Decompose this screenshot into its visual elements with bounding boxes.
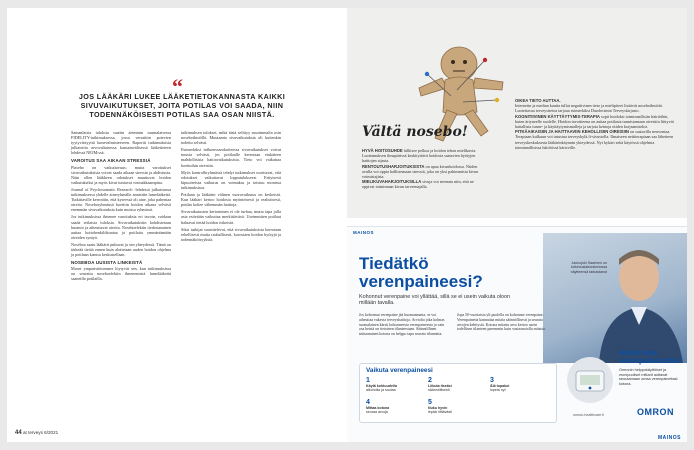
paragraph: Moset ymparistötommer löytyvät sen, kun tutkimuksissa on seurattu noseboefektin ilmenemistä lumelääkettä saaneilla potilailla.: [71, 266, 171, 282]
tip-number: 5: [428, 399, 432, 406]
tip-text: säännöllisesti: [428, 388, 450, 393]
right-page: [347, 8, 687, 442]
tip-item: [428, 377, 484, 393]
subheading: VAROITUS SAA AIKAAN STRESSIÄ: [71, 158, 151, 164]
magazine-issue: at terveys 6/2021: [22, 430, 59, 435]
paragraph: Journal of Psychosomatic Research -lehdessä julkaistussa tutkimuksessa yhdelle aineryhmälle annettiin lumelääkettä. Tutkittaville kerrottiin, että kyseessä oli aine, joka pahentaa oireita. Noseboryhmässä koettiin hoidon aikana selvästi enemmän sivuvaikutuksia kuin muissa ryhmissä.: [71, 186, 171, 213]
man-silhouette-icon: [543, 233, 687, 363]
tip-text: hillitsee pelkoa ja hoidon tehon mielikuvia. Luottamuksen ilmapiirissä keskityttävä hoidosta saatavien hyötyjen haittojen sijasta.: [362, 148, 477, 164]
monitor-icon: [567, 357, 613, 403]
tip-number: 1: [366, 377, 370, 384]
tip-title: Liikuta itseäsi: [428, 384, 452, 388]
tip-label: PITKÄAIKAISIIN JA HAITTAAVIIN KEHOLLISIIN OIREISIIN: [515, 129, 629, 135]
paragraph: Noseboa saatu lääkärit puhuvat ja sen yhteydessä. Tämä on tärkeää tietää ennen kuin aloitetaan uuden hoidon ohjelma ja potilaan kanssa keskustellaan.: [71, 241, 171, 258]
tips-left: [362, 148, 484, 190]
tip-item: [428, 399, 484, 415]
blood-pressure-monitor-image: [567, 357, 613, 403]
tip-text: alkoholia ja suolaa: [366, 388, 396, 393]
left-page: [7, 8, 347, 442]
tip-item: [366, 377, 422, 393]
paragraph: Sivuvaikutusten kertominen ei ole turhaa, mutta tapa jolla asia esitetään vaikuttaa merkittävästi. Useimmiten potilaat haluavat tietää hoidon riskeistä.: [181, 209, 281, 225]
ad-subheadline: Kohonnut verenpaine voi yllättää, sillä se ei usein vaikuta oloon millään tavalla.: [359, 294, 511, 307]
paragraph: tutkimuksen tulokset, mikä tästä selittyy suurimmalta osin noseboilmiöllä. Muutamia sivuvaikutuksia oli kuitenkin todettu selvästi.: [181, 130, 281, 146]
subheading: NOSEBOA UUSISTA LINKEISTÄ: [71, 260, 143, 266]
man-photo: [543, 233, 687, 363]
tip-text: on saatavilla neuvontaa. Terapiaan kulkuun voi tutustua terveyskylä.fi-sivustolla. Ilmaiseen nettiterapiaan saa lähetteen terveyskeskuksesta lääkärinkäynnin yhteydessä. Nyt kykäri sekä käytössä ohjelmia toiminnallisissa häiriöissä kärsiville.: [515, 129, 674, 150]
ad-label: MAINOS: [353, 230, 374, 235]
paragraph: Potilaan ja lääkärin välinen vuorovaikutus on keskeistä. Kun lääkäri kertoo hoidosta myönteisesti ja realistisesti, potilas kokee vähemmän haittoja.: [181, 192, 281, 208]
tip-label: MIELIKUVAHARJOITUKSILLA: [362, 179, 422, 185]
tip-label: RENTOUTUSHARJOITUKSISTA: [362, 163, 425, 169]
tip-item: [490, 377, 546, 393]
tip-text: sopii hoidoksi toiminnallisiin häiriöihin, kuten ärtyneelle suolelle. Hoidon tavoitteena on auttaa potilasta tunnistamaan oireisiin liittyviä haitallisia tunne- ja käyttäytymismalleja ja tarjota keinoja niiden korjaamiseksi.: [515, 113, 674, 130]
advertisement: [347, 226, 687, 442]
tip-label: OIKEA TIETO AUTTAA.: [515, 98, 561, 103]
ad-label-bottom: MAINOS: [658, 435, 681, 441]
tip-text: seuraa arvoja: [366, 410, 388, 415]
tip-number: 3: [490, 377, 494, 384]
tip-title: Käytä kohtuudella: [366, 384, 397, 388]
headline-line-2: verenpaineesi?: [359, 272, 483, 291]
tip-title: Mittaa kotona: [366, 406, 390, 410]
page-number: 44: [15, 430, 22, 436]
paragraph: Siksi tutkijat suosittelevat, että sivuvaikutuksista kerrotaan rehellisesti mutta rauhallisesti, korostaen hoidon hyötyjä ja todennäköisyyksiä.: [181, 226, 281, 242]
headline-line-1: Tiedätkö: [359, 254, 429, 273]
tip-label: HYVÄ HOITOSUHDE: [362, 148, 403, 153]
pull-quote: JOS LÄÄKÄRI LUKEE LÄÄKETIETOKANNASTA KAIKKI SIVUVAIKUTUKSET, JOITA POTILAS VOI SAADA, NIIN TODENNÄKÖISESTI POTILAS SAA OSAN NIISTÄ.: [78, 92, 286, 120]
tip-number: 4: [366, 399, 370, 406]
ad-column-1: Jos kohonnut verenpaine jää huomaamatta, se voi aiheuttaa vakavia terveyshaittoja. Arviolta joka kolmas suomalainen kärsii kohonneesta verenpaineesta ja vain osa heistä on tietoinen tilanteestaan. Säännöllinen mittaaminen kotona on helppo tapa seurata tilannetta.: [359, 313, 445, 337]
paragraph: Esimerkiksi influenssarokotteessa sivuvaikutukset voivat nousta selvästi, jos potilaalle kerrotaan etukäteen mahdollisista haittavaikutuksista. Tieto voi vaikuttaa koettuihin oireisiin.: [181, 147, 281, 168]
cta-text: Omronin helppokäyttöiset ja monipuoliset mittarit auttavat seuraamaan omaa verenpainettasi kotona.: [619, 368, 678, 386]
paragraph: Plasebo on vaikuttavuus; mutta varoitukset sivuvaikutuksista voivat saada aikaan stressin ja ahdistusta. Näin ollen lääkkeen odotukset muuttuvat hoidon vaikutuksiksi ja myös kivut tuntuvat voimakkaampina.: [71, 164, 171, 185]
tip-title: Nuku hyvin: [428, 406, 448, 410]
tip-item: [366, 399, 422, 415]
article-column-1: [71, 130, 171, 284]
tip-text: sivuja voi treenata niin, että ne oppivat toimimaan kivun tarveenajalla.: [362, 179, 474, 190]
cta-title: Hanki oma verenpainemittari: [619, 348, 682, 366]
tip-text: lopeta nyt: [490, 388, 506, 393]
paragraph: Myös kontrolliryhmässä tehdyt tutkimukset osoittavat, että odotukset vaikuttavat lopputulokseen. Erityisesti kipuoireissa vaikutus on voimakas ja toistuu monissa tutkimuksissa.: [181, 169, 281, 190]
photo-area: [347, 8, 687, 218]
tip-text: on apua kivunhoidossa. Niiden avulla voi oppia hallitsemaan stressiä, joka on yksi pahimmista kivun voimistajista.: [362, 163, 479, 180]
page-footer: [15, 430, 58, 436]
website-url: omron-healthcare.fi: [573, 413, 604, 417]
quote-mark: “: [172, 74, 183, 99]
ad-headline: [359, 255, 483, 291]
photo-title: Vältä nosebo!: [362, 124, 468, 140]
tips-box: [359, 363, 557, 423]
ad-column-2: Jopa 50-vuotiaista yli puolella on kohonnut verenpaine. Verenpainetta kannattaa mitata säännöllisesti ja seurata arvojen kehitystä. Kotona mitattu arvo kertoo usein todellisen tilanteen paremmin kuin vastaanotolla mitattu.: [457, 313, 546, 332]
tip-title: Älä tupakoi: [490, 384, 510, 388]
tip-number: 2: [428, 377, 432, 384]
tip-label: KOGNITIIVINEN KÄYTTÄYTYMIS-TERAPIA: [515, 113, 600, 119]
tips-right: [515, 98, 677, 150]
tips-title: Vaikuta verenpaineesi: [366, 367, 433, 374]
omron-logo: OMRON: [637, 407, 674, 417]
paragraph: Samanlaisia tuloksia saatiin aiemmin saumalaisessa FIDELITY-tutkimuksessa, jossa verrattiin potevien tyytyväisyyttä lumevalmisteeseen. Raportit tutkimuksista julkaistiin arvovaltaisessa kansainvälisessä lääketieteen lehdessä NEJM:ssä.: [71, 130, 171, 156]
paragraph: Jos tutkimuksissa ilmenee varoituksia eri tavoin, voidaan saada erilaisia tuloksia. Sivuvaikutuksiin kohdistetaan huomio ja aiheuttavat oireita. Noseboefektin tiedostaminen auttaa hoitohenkilökuntaa ja potilaita ymmärtämään oireiden syntyä.: [71, 214, 171, 240]
photo-caption: Jauhojoki Saarinen on tutkimuslaboratoriossa näytteensä tarkastanut: [570, 261, 607, 274]
tip-text: lepää riittävästi: [428, 410, 452, 415]
article-column-2: [181, 130, 281, 244]
tip-text: Internetin ja median kautta tullut negatiivinen tieto ja mielipiteet lisäävät noseboilmiötä. Luotettavaa terveystietoa tarjoaa esimerkiksi Duodecimin Terveyskirjasto.: [515, 103, 663, 114]
